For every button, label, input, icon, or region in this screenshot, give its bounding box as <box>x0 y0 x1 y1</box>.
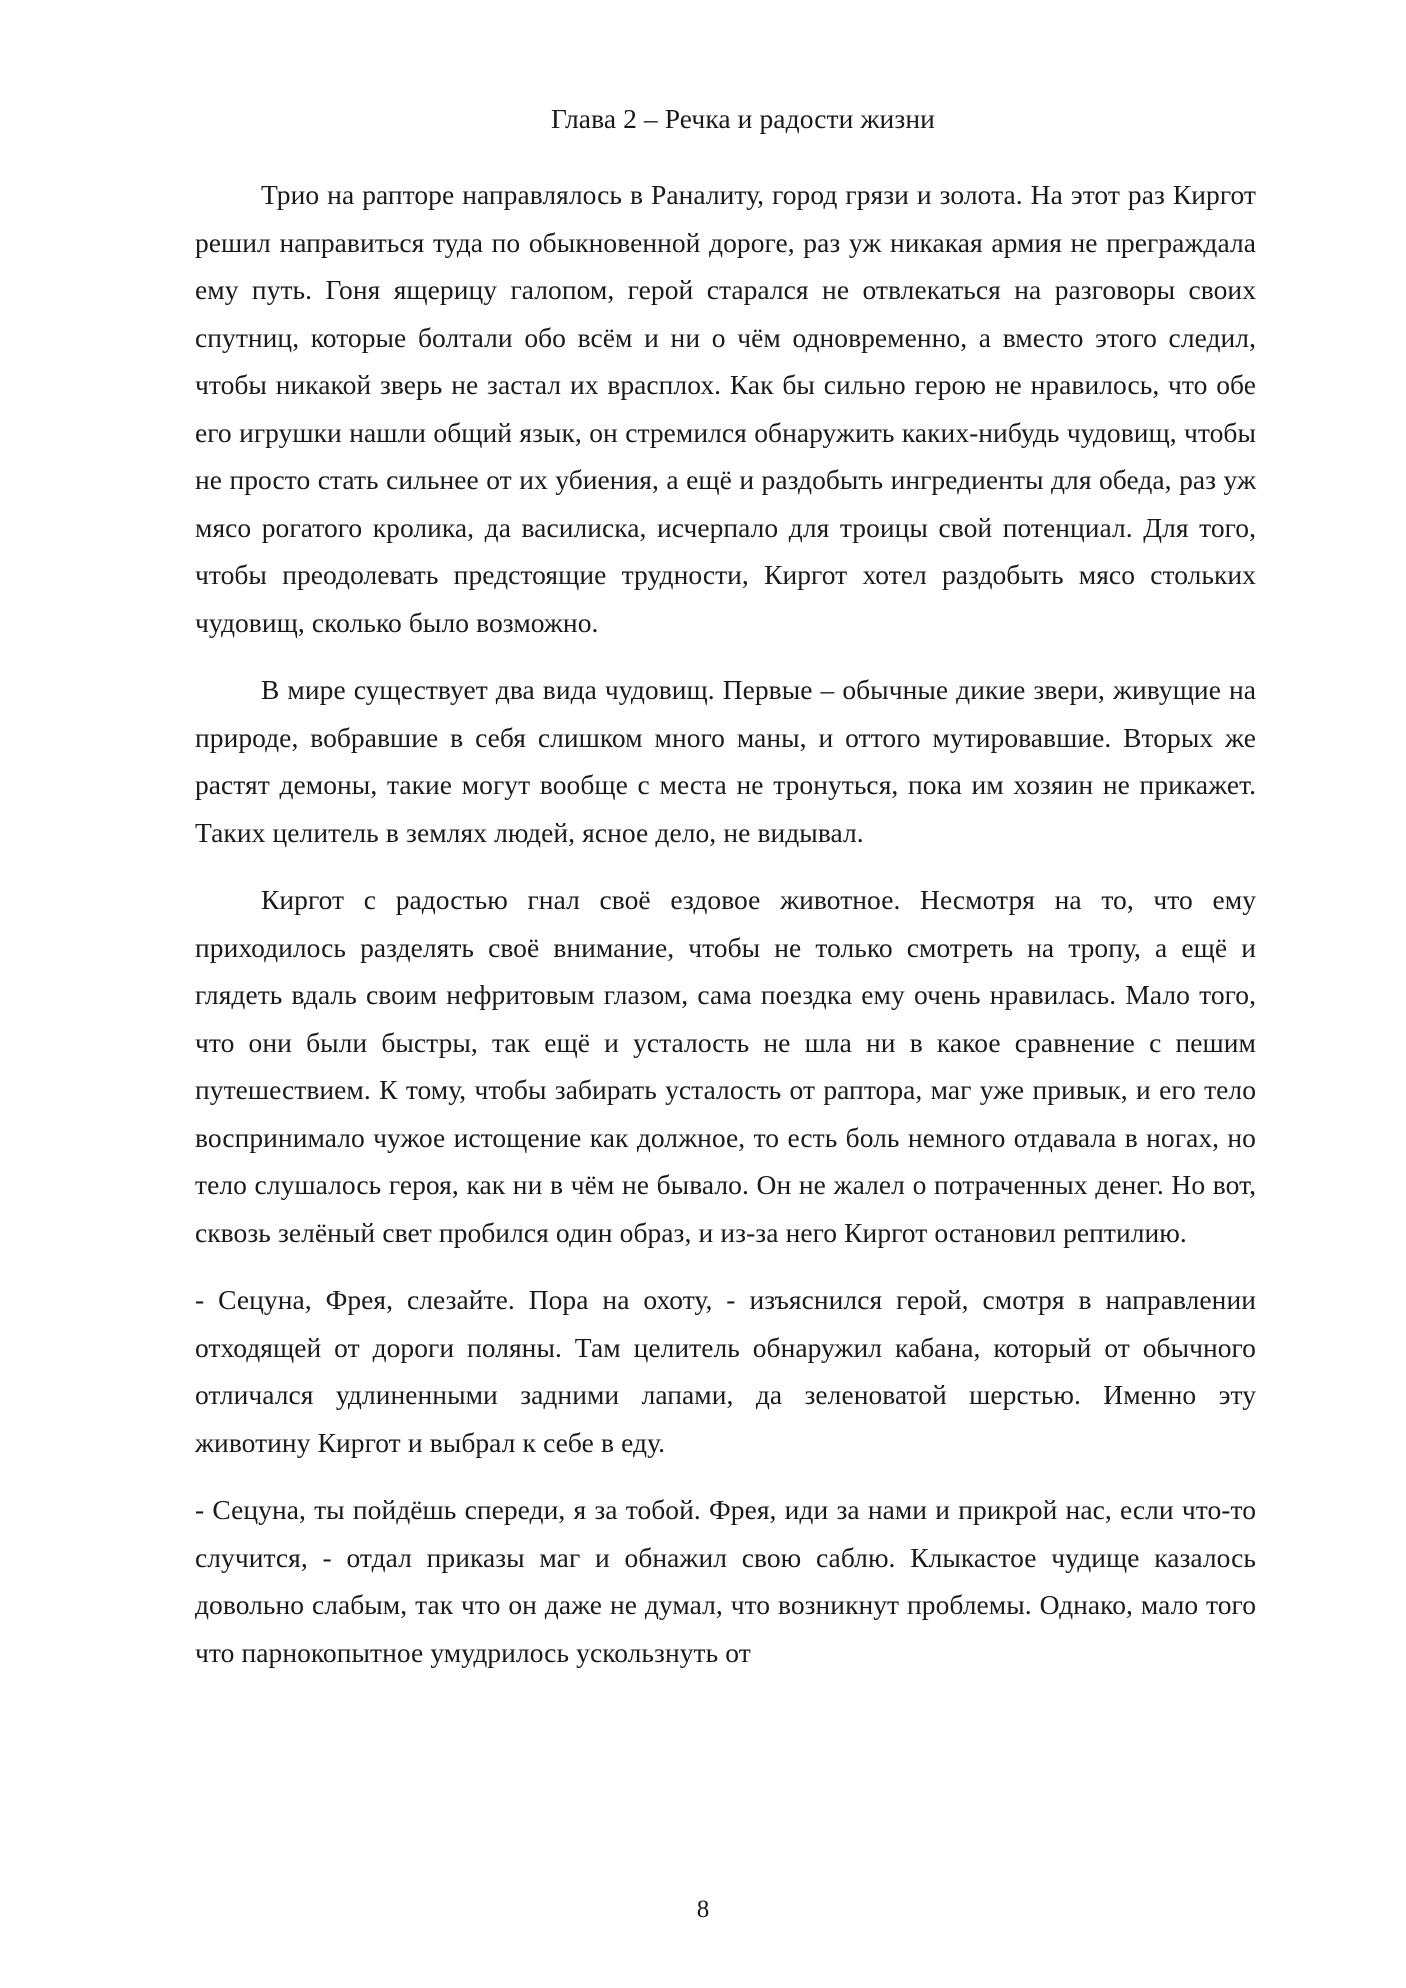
paragraph-dialogue: - Сецуна, Фрея, слезайте. Пора на охоту, - изъяснился герой, смотря в направлении отходящей от дороги поляны. Там целитель обнаружил кабана, который от обычного отличался удлиненными задними лапами, да зеленоватой шерстью. Именно эту животину Киргот и выбрал к себе в еду. <box>195 1284 1256 1458</box>
page-body <box>195 171 1256 1676</box>
page-number: 8 <box>696 1896 710 1923</box>
paragraph: Киргот с радостью гнал своё ездовое животное. Несмотря на то, что ему приходилось разделять своё внимание, чтобы не только смотреть на тропу, а ещё и глядеть вдаль своим нефритовым глазом, сама поездка ему очень нравилась. Мало того, что они были быстры, так ещё и усталость не шла ни в какое сравнение с пешим путешествием. К тому, чтобы забирать усталость от раптора, маг уже привык, и его тело воспринимало чужое истощение как должное, то есть боль немного отдавала в ногах, но тело слушалось героя, как ни в чём не бывало. Он не жалел о потраченных денег. Но вот, сквозь зелёный свет пробился один образ, и из-за него Киргот остановил рептилию. <box>195 884 1256 1248</box>
paragraph: В мире существует два вида чудовищ. Первые – обычные дикие звери, живущие на природе, вобравшие в себя слишком много маны, и оттого мутировавшие. Вторых же растят демоны, такие могут вообще с места не тронуться, пока им хозяин не прикажет. Таких целитель в землях людей, ясное дело, не видывал. <box>195 674 1256 848</box>
chapter-title: Глава 2 – Речка и радости жизни <box>551 103 935 134</box>
paragraph: Трио на рапторе направлялось в Раналиту, город грязи и золота. На этот раз Киргот решил направиться туда по обыкновенной дороге, раз уж никакая армия не преграждала ему путь. Гоня ящерицу галопом, герой старался не отвлекаться на разговоры своих спутниц, которые болтали обо всём и ни о чём одновременно, а вместо этого следил, чтобы никакой зверь не застал их врасплох. Как бы сильно герою не нравилось, что обе его игрушки нашли общий язык, он стремился обнаружить каких-нибудь чудовищ, чтобы не просто стать сильнее от их убиения, а ещё и раздобыть ингредиенты для обеда, раз уж мясо рогатого кролика, да василиска, исчерпало для троицы свой потенциал. Для того, чтобы преодолевать предстоящие трудности, Киргот хотел раздобыть мясо стольких чудовищ, сколько было возможно. <box>195 179 1256 638</box>
paragraph-dialogue: - Сецуна, ты пойдёшь спереди, я за тобой. Фрея, иди за нами и прикрой нас, если что-то случится, - отдал приказы маг и обнажил свою саблю. Клыкастое чудище казалось довольно слабым, так что он даже не думал, что возникнут проблемы. Однако, мало того что парнокопытное умудрилось ускользнуть от <box>195 1494 1256 1668</box>
